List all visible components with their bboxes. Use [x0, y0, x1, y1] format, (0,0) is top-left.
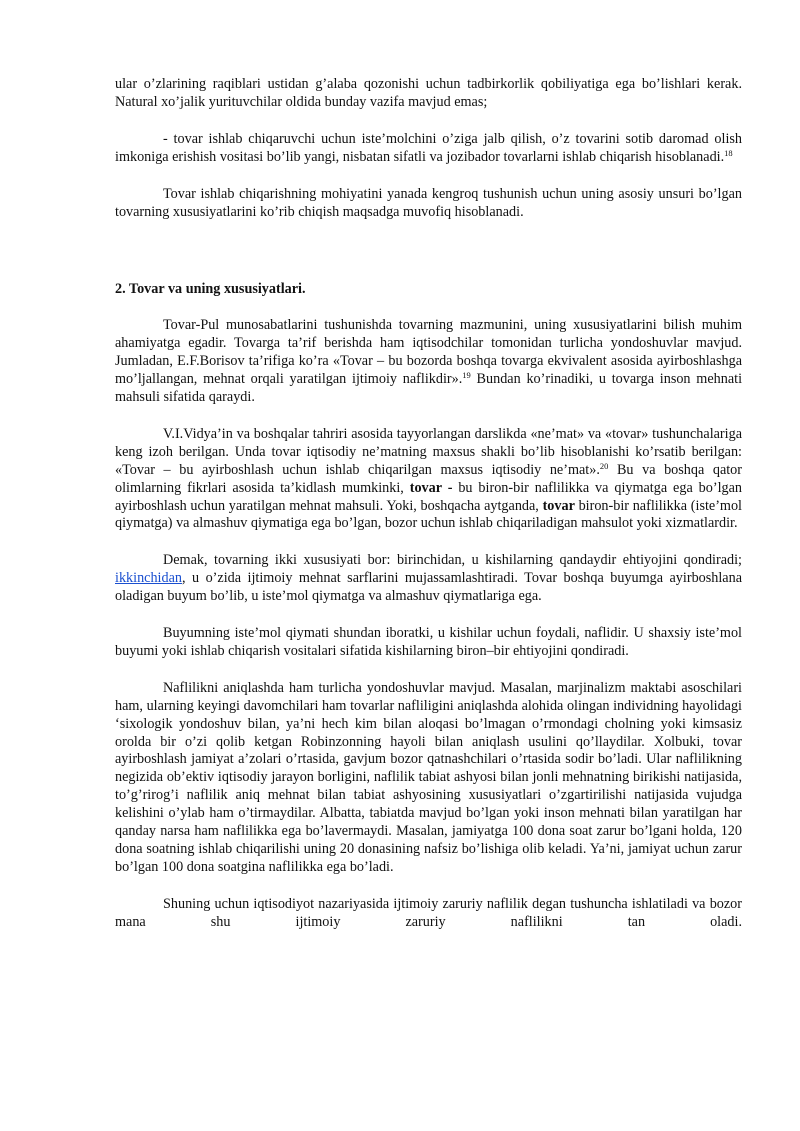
paragraph-9 [115, 896, 742, 932]
term-tovar-bold-2: tovar [542, 497, 575, 514]
paragraph-6-part2: , u o’zida ijtimoiy mehnat sarflarini mujassamlashtiradi. Tovar boshqa buyumga ayirboshlana oladigan buyum bo’lib, u iste’mol qiymatga va almashuv qiymatlariga ega. [115, 570, 742, 605]
footnote-ref-20: 20 [599, 460, 609, 471]
ikkinchidan-link[interactable]: ikkinchidan [115, 570, 182, 587]
paragraph-5-part3: bu biron-bir naflilikka va qiymatga ega bo’lgan ayirboshlash uchun yaratilgan mehnat mahsuli. Yoki, boshqacha aytganda, [115, 479, 742, 514]
paragraph-5-part1: V.I.Vidya’in va boshqalar tahriri asosida tayyorlangan darslikda «ne’mat» va «tovar» tushunchalariga keng izoh berilgan. Unda tovar iqtisodiy ne’matning maxsus shakli bo’lib hisoblanishi ko’rsatib berilgan: «Tovar – bu ayirboshlash uchun ishlab chiqarilgan maxsus iqtisodiy ne’mat». [115, 425, 742, 478]
paragraph-6 [115, 552, 742, 606]
paragraph-5 [115, 426, 742, 533]
paragraph-4-tail: Bundan ko’rinadiki, u tovarga inson mehnati mahsuli sifatida qaraydi. [115, 371, 743, 405]
footnote-ref-19: 19 [462, 370, 471, 381]
paragraph-3-text: Tovar ishlab chiqarishning mohiyatini yanada kengroq tushunish uchun uning asosiy unsuri bo’lgan tovarning xususiyatlarini ko’rib chiqish maqsadga muvofiq hisoblanadi. [115, 185, 742, 220]
paragraph-2-text: - tovar ishlab chiqaruvchi uchun iste’molchini o’ziga jalb qilish, o’z tovarini sotib daromad olish imkoniga erishish vositasi bo’lib yangi, nisbatan sifatli va jozibador tovarlarni ishlab chiqarish hisoblanadi. [115, 130, 742, 165]
paragraph-1 [115, 76, 742, 112]
paragraph-8 [115, 680, 742, 877]
paragraph-5-part4: biron-bir naflilikka (iste’mol qiymatga) va almashuv qiymatiga ega bo’lgan, bozor uchun ishlab chiqariladigan mahsulot yoki xizmatlardir. [115, 497, 742, 532]
paragraph-6-part1: Demak, tovarning ikki xususiyati bor: birinchidan, u kishilarning qandaydir ehtiyojini qondiradi; [163, 552, 742, 569]
footnote-ref-18: 18 [724, 147, 733, 158]
paragraph-9-text: Shuning uchun iqtisodiyot nazariyasida ijtimoiy zaruriy naflilik degan tushuncha ishlatiladi va bozor mana shu ijtimoiy zaruriy naflilikni tan oladi. [115, 895, 742, 930]
term-tovar-bold: tovar - [409, 479, 453, 496]
paragraph-3 [115, 186, 742, 222]
paragraph-2 [115, 131, 742, 167]
paragraph-7-text: Buyumning iste’mol qiymati shundan iboratki, u kishilar uchun foydali, naflidir. U shaxsiy iste’mol buyumi yoki ishlab chiqarish vositalari sifatida kishilarning biron–bir ehtiyojini qondiradi. [115, 625, 742, 659]
paragraph-1-text: ular o’zlarining raqiblari ustidan g’alaba qozonishi uchun tadbirkorlik qobiliyatiga ega bo’lishlari kerak. Natural xo’jalik yurituvchilar oldida bunday vazifa mavjud emas; [115, 76, 742, 110]
paragraph-8-text: Naflilikni aniqlashda ham turlicha yondoshuvlar mavjud. Masalan, marjinalizm maktabi asoschilari ham, ularning keyingi davomchilari ham tovarlar nafliligini aniqlashda alohida olingan individning hayolidagi ‘sixologik yondoshuv bilan, ya’ni hech kim bilan aloqasi bo’lmagan o’rmondagi cholning yoki kimsasiz orolda bir o’zi qolib ketgan Robinzonning hayoli bilan aniqlash usulini qo’llaydilar. Xolbuki, tovar ayirboshlash jamiyat a’zolari o’rtasida, gavjum bozor qatnashchilari o’rtasida sodir bo’ladi. Ular naflilikning negizida ob’ektiv iqtisodiy jarayon borligini, naflilik tabiat ashyosi bilan jonli mehnatning birikishi natijasida, to’g’rirog’i naflilik aniq mehnat bilan tabiat ashyosining xususiyatlari o’zgartirilishi natijasida vujudga kelishini o’ylab ham o’tirmaydilar. Albatta, tabiatda mavjud bo’lgan yoki inson mehnati bilan yaratilgan har qanday narsa ham naflilikka ega bo’lavermaydi. Masalan, jamiyatga 100 dona soat zarur bo’lgani holda, 120 dona soatning ishlab chiqarilishi uning 20 donasining nafsiz bo’lishiga olib keladi. Ya’ni, jamiyat uchun zarur bo’lgan 100 dona soatgina naflilikka ega bo’ladi. [115, 679, 742, 875]
paragraph-7 [115, 625, 742, 661]
section-heading: 2. Tovar va uning xususiyatlari. [115, 281, 306, 298]
paragraph-4-text: Tovar-Pul munosabatlarini tushunishda tovarning mazmunini, uning xususiyatlarini bilish muhim ahamiyatga egadir. Tovarga ta’rif berishda ham iqtisodchilar tomonidan turlicha yondoshuvlar mavjud. Jumladan, E.F.Borisov ta’rifiga ko’ra «Tovar – bu bozorda boshqa tovarga ekvivalent asosida ayirboshlashga mo’ljallangan, mehnat orqali yaratilgan ijtimoiy naflikdir». [115, 317, 742, 388]
paragraph-5-part2: Bu va boshqa qator olimlarning fikrlari asosida ta’kidlash mumkinki, [115, 461, 743, 496]
paragraph-4 [115, 317, 742, 407]
